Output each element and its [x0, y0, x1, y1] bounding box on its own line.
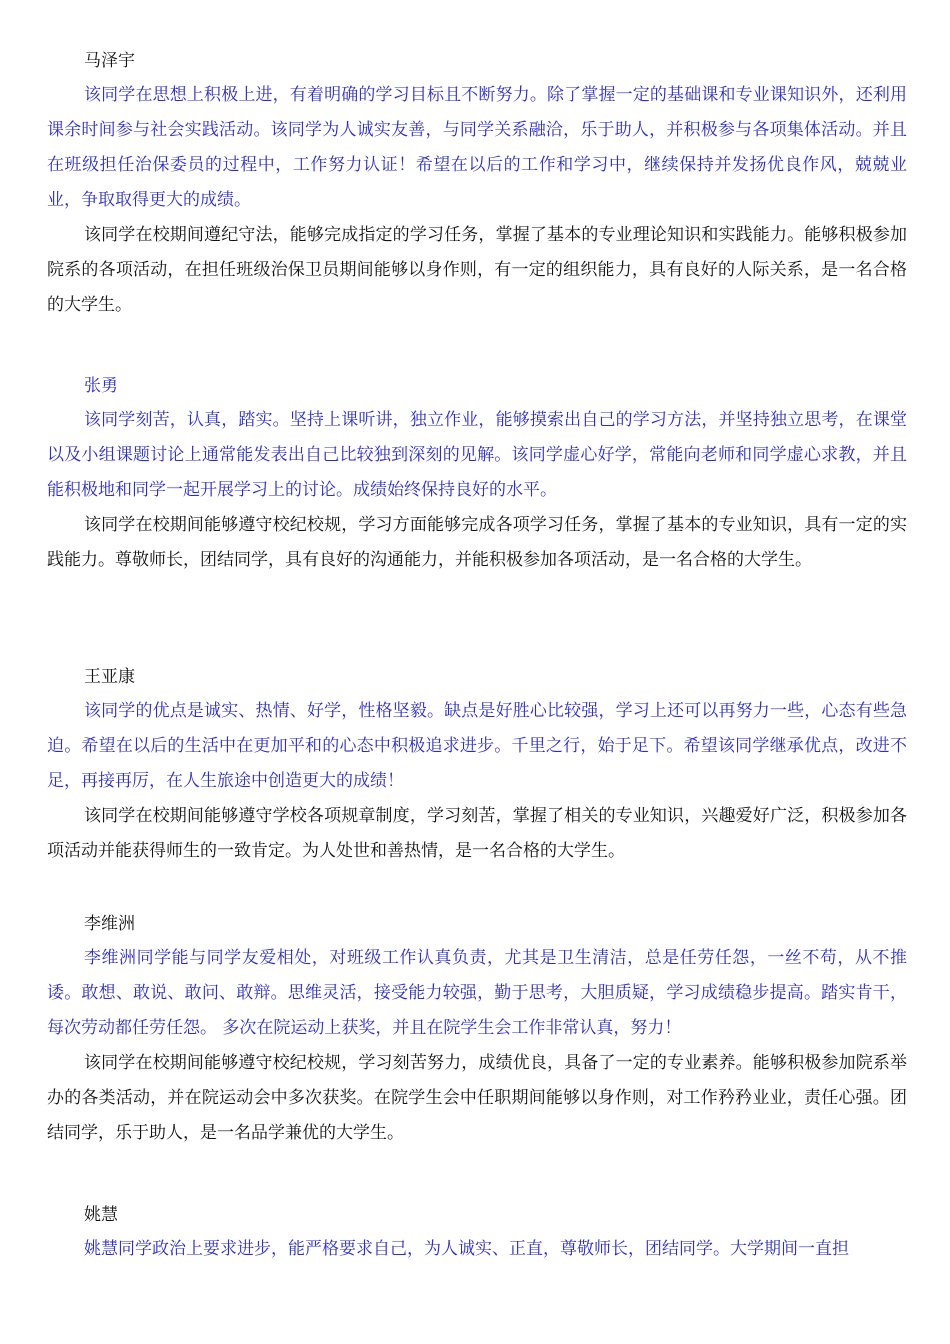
student-entry [47, 1198, 907, 1267]
teacher-comment: 李维洲同学能与同学友爱相处，对班级工作认真负责，尤其是卫生清洁，总是任劳任怨，一丝不苟，从不推诿。敢想、敢说、敢问、敢辩。思维灵活，接受能力较强，勤于思考，大胆质疑，学习成绩稳步提高。踏实肯干，每次劳动都任劳任怨。 多次在院运动上获奖，并且在院学生会工作非常认真，努力！ [47, 948, 907, 1038]
evaluation-comment: 该同学在校期间能够遵守校纪校规，学习刻苦努力，成绩优良，具备了一定的专业素养。能够积极参加院系举办的各类活动，并在院运动会中多次获奖。在院学生会中任职期间能够以身作则，对工作矜矜业业，责任心强。团结同学，乐于助人，是一名品学兼优的大学生。 [47, 1053, 907, 1143]
evaluation-comment: 该同学在校期间能够遵守学校各项规章制度，学习刻苦，掌握了相关的专业知识，兴趣爱好广泛，积极参加各项活动并能获得师生的一致肯定。为人处世和善热情，是一名合格的大学生。 [47, 806, 907, 861]
student-name: 张勇 [84, 376, 118, 396]
student-name: 李维洲 [84, 914, 135, 934]
evaluation-comment: 该同学在校期间遵纪守法，能够完成指定的学习任务，掌握了基本的专业理论知识和实践能力。能够积极参加院系的各项活动，在担任班级治保卫员期间能够以身作则，有一定的组织能力，具有良好的人际关系，是一名合格的大学生。 [47, 225, 907, 315]
student-entry [47, 660, 907, 869]
student-name: 马泽宇 [84, 51, 135, 71]
student-entry [47, 907, 907, 1151]
student-name: 姚慧 [84, 1205, 118, 1225]
teacher-comment: 该同学的优点是诚实、热情、好学，性格坚毅。缺点是好胜心比较强，学习上还可以再努力一些，心态有些急迫。希望在以后的生活中在更加平和的心态中积极追求进步。千里之行，始于足下。希望该同学继承优点，改进不足，再接再厉，在人生旅途中创造更大的成绩！ [47, 701, 907, 791]
teacher-comment: 姚慧同学政治上要求进步，能严格要求自己，为人诚实、正直，尊敬师长，团结同学。大学期间一直担 [84, 1239, 849, 1259]
teacher-comment: 该同学在思想上积极上进，有着明确的学习目标且不断努力。除了掌握一定的基础课和专业课知识外，还利用课余时间参与社会实践活动。该同学为人诚实友善，与同学关系融洽，乐于助人，并积极参与各项集体活动。并且在班级担任治保委员的过程中，工作努力认证！希望在以后的工作和学习中，继续保持并发扬优良作风，兢兢业业，争取取得更大的成绩。 [47, 85, 907, 210]
student-name: 王亚康 [84, 667, 135, 687]
teacher-comment: 该同学刻苦，认真，踏实。坚持上课听讲，独立作业，能够摸索出自己的学习方法，并坚持独立思考，在课堂以及小组课题讨论上通常能发表出自己比较独到深刻的见解。该同学虚心好学，常能向老师和同学虚心求教，并且能积极地和同学一起开展学习上的讨论。成绩始终保持良好的水平。 [47, 410, 907, 500]
student-entry [47, 369, 907, 578]
student-entry [47, 44, 907, 323]
evaluation-comment: 该同学在校期间能够遵守校纪校规，学习方面能够完成各项学习任务，掌握了基本的专业知识，具有一定的实践能力。尊敬师长，团结同学，具有良好的沟通能力，并能积极参加各项活动，是一名合格的大学生。 [47, 515, 907, 570]
